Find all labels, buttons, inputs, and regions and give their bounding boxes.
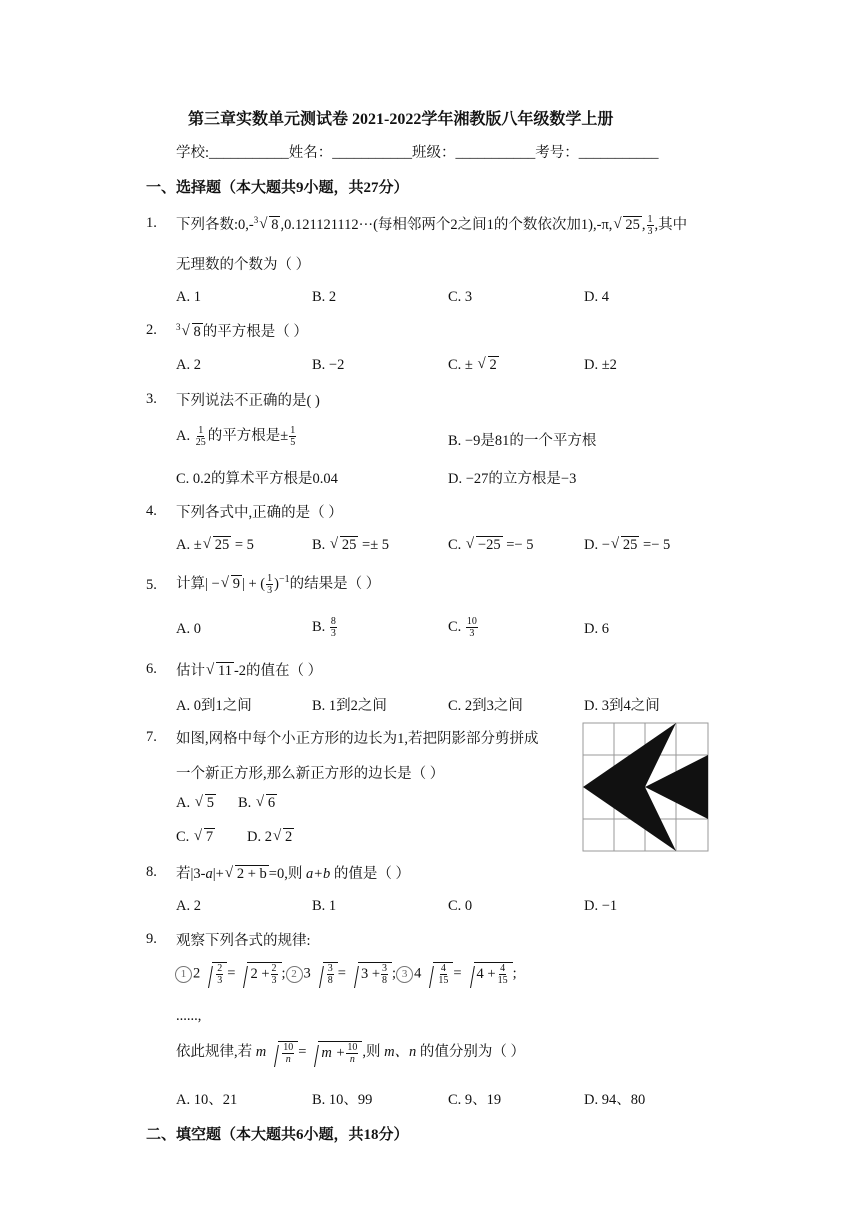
option-b: B. 1	[312, 898, 337, 914]
option-a: A. 10、21	[176, 1092, 238, 1108]
option-b: B. √ 25 =± 5	[312, 537, 389, 554]
circled-number-2: 2	[286, 966, 303, 983]
option-b: B. $\frac{8}{3}$	[312, 616, 336, 639]
option-d: D. 4	[584, 289, 609, 305]
option-c: C. ± √ 2	[448, 357, 499, 374]
option-c: C. 9、19	[448, 1092, 502, 1108]
circled-number-3: 3	[396, 966, 413, 983]
option-c: C. 0.2的算术平方根是0.04	[176, 471, 338, 487]
question-number: 8.	[146, 864, 157, 880]
question-number: 2.	[146, 322, 157, 338]
question-text: 估计√ 11 -2的值在（ ）	[176, 659, 322, 680]
section-heading-choice: 一、选择题（本大题共9小题，共27分）	[146, 180, 409, 196]
question-number: 1.	[146, 215, 157, 231]
option-a: A. √ 5	[176, 795, 216, 812]
question-text: 计算| −√ 9 | + ( $\frac{1}{3}$ )$^{-1}$的结果是（ ）	[176, 572, 380, 596]
option-c: C. 2到3之间	[448, 698, 523, 714]
question-number: 7.	[146, 729, 157, 745]
circled-number-1: 1	[175, 966, 192, 983]
ellipsis: ......,	[176, 1008, 202, 1024]
option-a: A. $\frac{1}{25}$ 的平方根是± $\frac{1}{5}$	[176, 425, 296, 449]
option-d: D. 3到4之间	[584, 698, 660, 714]
pattern-examples: 1 2 $\frac{2}{3}$ = 2 + $\frac{2}{3}$ ; 2 3 $\frac{3}{8}$ = 3 + $\frac{3}{8}$ ; 3 4 $\frac{4}{15}$ = 4 + $\frac{4}{15}$ ;	[175, 962, 517, 986]
question-number: 9.	[146, 931, 157, 947]
option-a: A. 2	[176, 357, 201, 373]
question-text-line2: 一个新正方形,那么新正方形的边长是（ ）	[176, 766, 445, 782]
question-number: 6.	[146, 661, 157, 677]
question-text: $^3$√ 8 的平方根是（ ）	[176, 320, 308, 341]
option-d: D. −√ 25 =− 5	[584, 537, 670, 554]
option-a: A. 2	[176, 898, 201, 914]
section-heading-fill: 二、填空题（本大题共6小题，共18分）	[146, 1127, 409, 1143]
question-text-line2: 无理数的个数为（ ）	[176, 257, 311, 273]
question-rule: 依此规律,若 m $\frac{10}{n}$ = m + $\frac{10}{n}$ ,则 m、n 的值分别为（ ）	[176, 1041, 526, 1065]
option-a: A. 1	[176, 289, 201, 305]
option-d: D. 2√ 2	[247, 829, 294, 846]
option-c: C. √ 7	[176, 829, 215, 846]
question-number: 4.	[146, 503, 157, 519]
option-a: A. 0	[176, 621, 201, 637]
option-b: B. 10、99	[312, 1092, 373, 1108]
option-c: C. √ −25 =− 5	[448, 537, 533, 554]
question-number: 5.	[146, 577, 157, 593]
student-info-line: 学校:___________姓名：___________班级：___________考号：___________	[176, 145, 659, 161]
option-c: C. 3	[448, 289, 473, 305]
question-text: 观察下列各式的规律:	[176, 933, 311, 949]
option-c: C. 0	[448, 898, 473, 914]
question-number: 3.	[146, 391, 157, 407]
question-text: 下列各数:0,-$^3$√ 8 ,0.121121112···(每相邻两个2之间1的个数依次加1),-π,√ 25 , $\frac{1}{3}$ ,其中	[176, 213, 687, 237]
option-d: D. −1	[584, 898, 618, 914]
question-text: 下列各式中,正确的是（ ）	[176, 505, 343, 521]
option-b: B. −2	[312, 357, 345, 373]
option-a: A. ±√ 25 = 5	[176, 537, 254, 554]
option-b: B. 2	[312, 289, 337, 305]
option-a: A. 0到1之间	[176, 698, 252, 714]
option-b: B. −9是81的一个平方根	[448, 433, 597, 449]
option-d: D. 6	[584, 621, 609, 637]
question-text: 如图,网格中每个小正方形的边长为1,若把阴影部分剪拼成	[176, 731, 539, 747]
option-d: D. 94、80	[584, 1092, 646, 1108]
grid-figure	[582, 722, 709, 852]
option-b: B. √ 6	[238, 795, 277, 812]
page-title: 第三章实数单元测试卷 2021-2022学年湘教版八年级数学上册	[188, 111, 614, 128]
question-text: 若|3-a|+√ 2 + b =0,则 a+b 的值是（ ）	[176, 862, 410, 883]
option-d: D. −27的立方根是−3	[448, 471, 577, 487]
option-b: B. 1到2之间	[312, 698, 387, 714]
option-d: D. ±2	[584, 357, 617, 373]
question-text: 下列说法不正确的是( )	[176, 393, 320, 409]
option-c: C. $\frac{10}{3}$	[448, 616, 477, 639]
